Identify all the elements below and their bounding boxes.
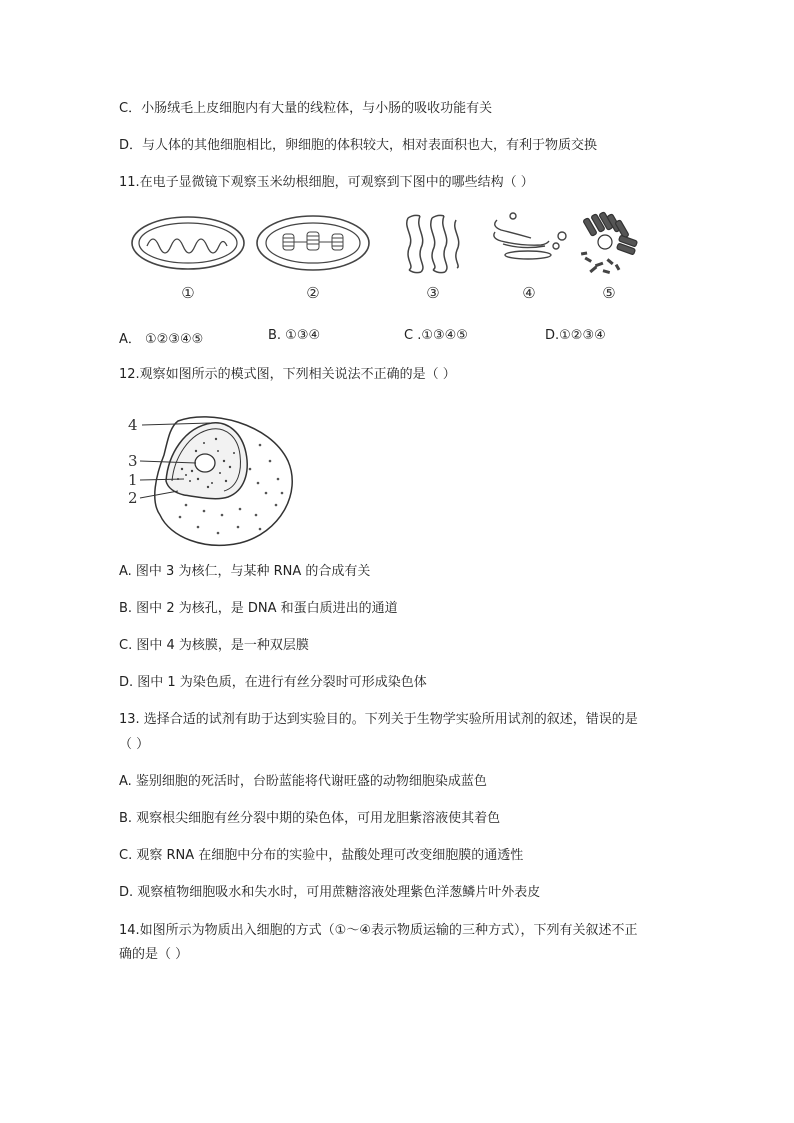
q12-option-c: C. 图中 4 为核膜，是一种双层膜 (119, 638, 309, 653)
cell-nucleus-figure (120, 405, 310, 555)
q11-option-a: A． ①②③④⑤ (119, 332, 204, 347)
organelle-endoplasmic-reticulum (407, 215, 459, 272)
organelles-figure (125, 208, 655, 306)
organelle-centriole (581, 212, 638, 274)
q10-option-d: D．与人体的其他细胞相比，卵细胞的体积较大，相对表面积也大，有利于物质交换 (119, 138, 598, 153)
q14-stem-line2: 确的是（ ） (119, 947, 189, 962)
q11-options (0, 328, 794, 346)
q12-stem: 12.观察如图所示的模式图，下列相关说法不正确的是（ ） (119, 367, 456, 382)
q11-option-d: D.①②③④ (545, 328, 606, 343)
organelle-label-4: ④ (522, 284, 536, 302)
organelle-label-5: ⑤ (602, 284, 616, 302)
q11-stem: 11.在电子显微镜下观察玉米幼根细胞，可观察到下图中的哪些结构（ ） (119, 175, 534, 190)
organelle-golgi (494, 213, 566, 259)
organelle-chloroplast (257, 216, 369, 270)
q13-option-c: C. 观察 RNA 在细胞中分布的实验中，盐酸处理可改变细胞膜的通透性 (119, 848, 524, 863)
q11-option-b: B. ①③④ (268, 328, 321, 343)
cell-label-3: 3 (128, 452, 138, 470)
cell-label-1: 1 (128, 471, 138, 489)
q12-option-b: B. 图中 2 为核孔，是 DNA 和蛋白质进出的通道 (119, 601, 398, 616)
cell-label-4: 4 (128, 416, 138, 434)
q12-option-d: D. 图中 1 为染色质，在进行有丝分裂时可形成染色体 (119, 675, 427, 690)
q12-option-a: A. 图中 3 为核仁，与某种 RNA 的合成有关 (119, 564, 371, 579)
q13-stem-line1: 13. 选择合适的试剂有助于达到实验目的。下列关于生物学实验所用试剂的叙述，错误的是 (119, 712, 638, 727)
q14-stem-line1: 14.如图所示为物质出入细胞的方式（①～④表示物质运输的三种方式），下列有关叙述不正 (119, 923, 638, 938)
q13-option-b: B. 观察根尖细胞有丝分裂中期的染色体，可用龙胆紫溶液使其着色 (119, 811, 501, 826)
q13-option-d: D. 观察植物细胞吸水和失水时，可用蔗糖溶液处理紫色洋葱鳞片叶外表皮 (119, 885, 541, 900)
organelle-label-3: ③ (426, 284, 440, 302)
organelle-mitochondrion (132, 217, 244, 269)
q10-option-c: C．小肠绒毛上皮细胞内有大量的线粒体，与小肠的吸收功能有关 (119, 101, 493, 116)
cell-label-2: 2 (128, 489, 138, 507)
q11-option-c: C .①③④⑤ (404, 328, 468, 343)
q13-option-a: A. 鉴别细胞的死活时，台盼蓝能将代谢旺盛的动物细胞染成蓝色 (119, 774, 487, 789)
organelle-label-1: ① (181, 284, 195, 302)
q13-stem-line2: （ ） (119, 737, 150, 752)
organelle-label-2: ② (306, 284, 320, 302)
